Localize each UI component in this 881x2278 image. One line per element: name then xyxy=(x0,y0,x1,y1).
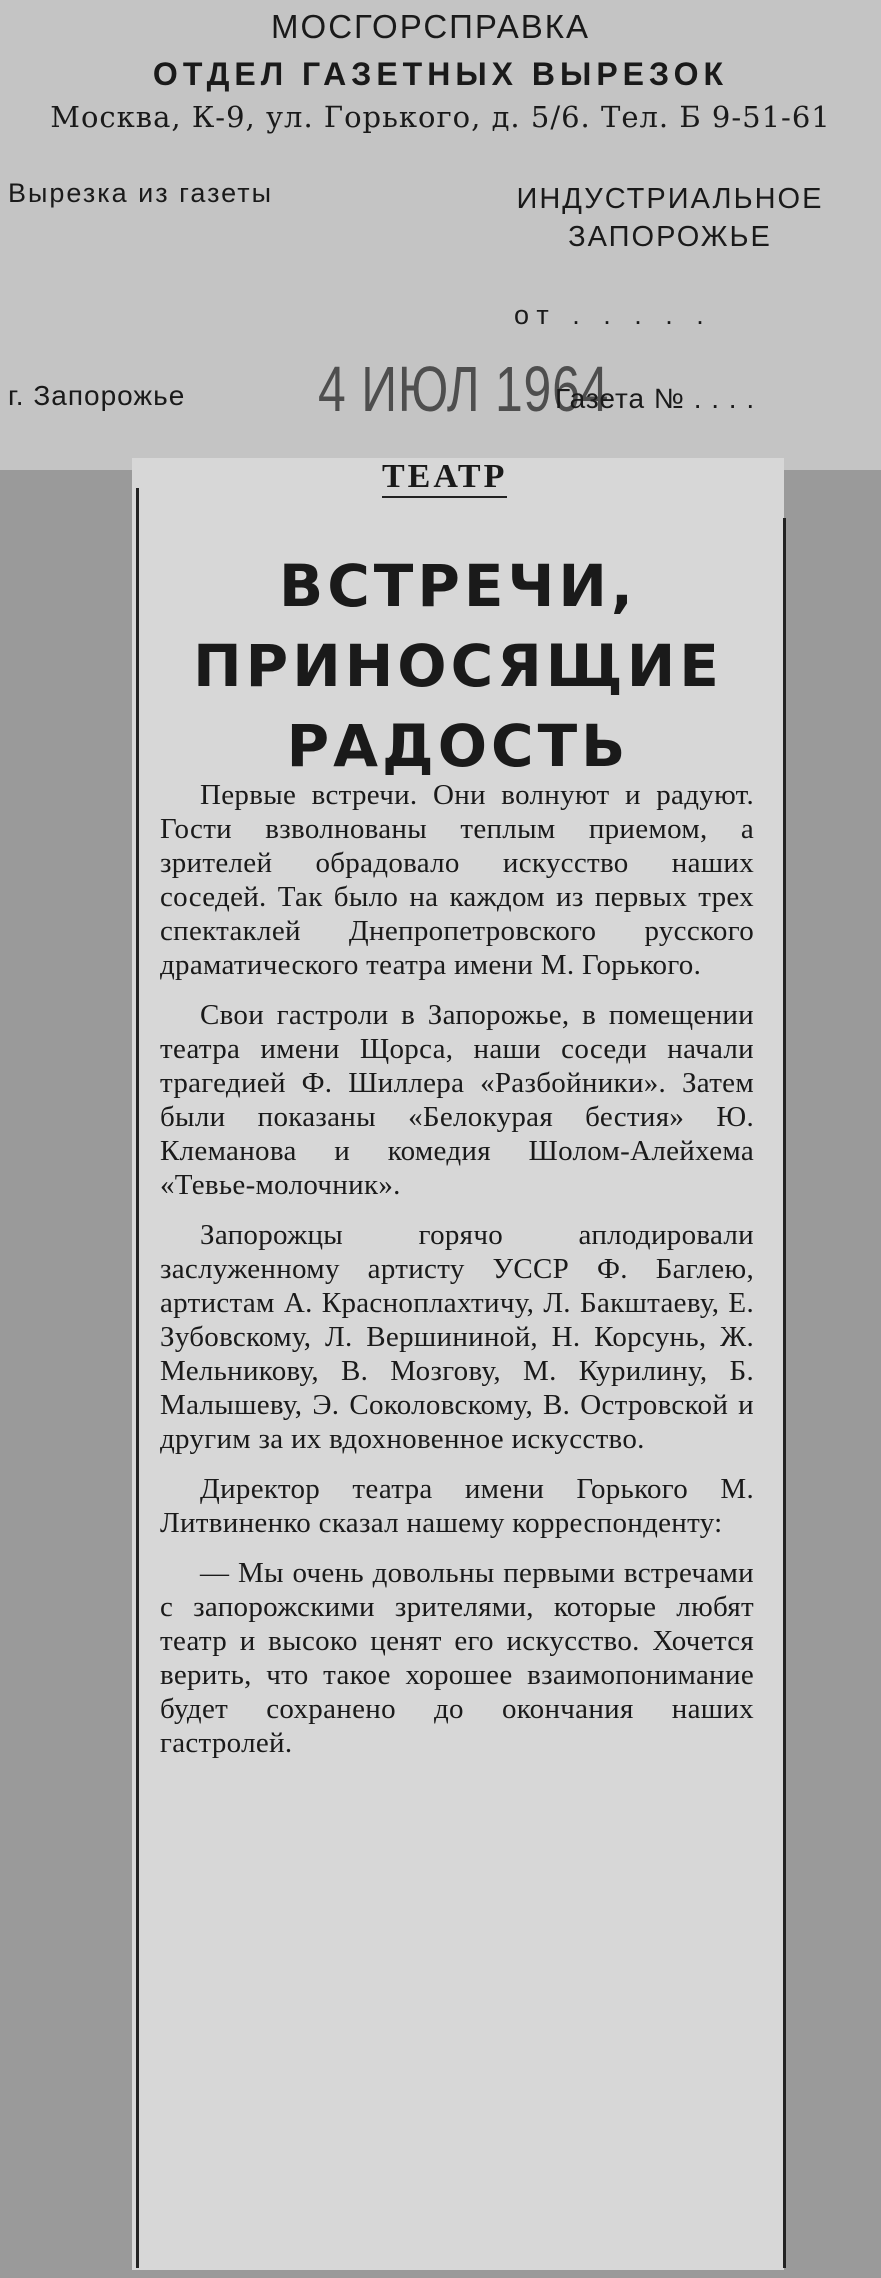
article-paragraph: Директор театра имени Горького М. Литвиненко сказал нашему корреспонденту: xyxy=(160,1473,754,1539)
city-label: г. Запорожье xyxy=(8,380,186,411)
headline-line3: РАДОСТЬ xyxy=(286,712,630,780)
org-address: Москва, К-9, ул. Горького, д. 5/6. Тел. Б 9-51-61 xyxy=(50,100,831,134)
date-stamp: 4 ИЮЛ 1964 xyxy=(318,353,610,425)
org-name: МОСГОРСПРАВКА xyxy=(271,8,590,45)
gazeta-number-label: Газета № . . . . xyxy=(555,383,756,414)
rubric-label: ТЕАТР xyxy=(382,458,507,498)
article-headline xyxy=(132,546,784,786)
department-name: ОТДЕЛ ГАЗЕТНЫХ ВЫРЕЗОК xyxy=(152,56,729,92)
newspaper-name-line1: ИНДУСТРИАЛЬНОЕ xyxy=(516,183,824,215)
article-paragraph: — Мы очень довольны первыми встречами с запорожскими зрителями, которые любят театр и высоко ценят его искусство. Хочется верить, что такое хорошее взаимопонимание будет сохранено до окончания наших гастролей. xyxy=(160,1557,754,1759)
article-paragraph: Первые встречи. Они волнуют и радуют. Гости взволнованы теплым приемом, а зрителей обрадовало искусство наших соседей. Так было на каждом из первых трех спектаклей Днепропетровского русского драматического театра имени М. Горького. xyxy=(160,779,754,981)
mosgorspravka-header-card xyxy=(0,0,881,470)
newspaper-name xyxy=(470,180,870,256)
article-paragraph: Свои гастроли в Запорожье, в помещении театра имени Щорса, наши соседи начали трагедией Ф. Шиллера «Разбойники». Затем были показаны «Белокурая бестия» Ю. Клеманова и комедия Шолом-Алейхема «Тевье-молочник». xyxy=(160,999,754,1201)
headline-line1: ВСТРЕЧИ, xyxy=(279,552,637,620)
article-body xyxy=(160,778,754,1776)
from-date-label: от . . . . . xyxy=(514,300,712,330)
headline-line2: ПРИНОСЯЩИЕ xyxy=(193,632,723,700)
article-paragraph: Запорожцы горячо аплодировали заслуженному артисту УССР Ф. Баглею, артистам А. Краснoплахтичу, Л. Бакштаеву, Е. Зубовскому, Л. Вершининой, Н. Корсунь, Ж. Мельникову, В. Мозгову, М. Курилину, Б. Малышеву, Э. Соколовскому, В. Островской и другим за их вдохновенное искусство. xyxy=(160,1219,754,1455)
newspaper-clipping xyxy=(132,458,784,2270)
newspaper-name-line2: ЗАПОРОЖЬЕ xyxy=(568,221,772,253)
clipping-label: Вырезка из газеты xyxy=(8,178,274,208)
